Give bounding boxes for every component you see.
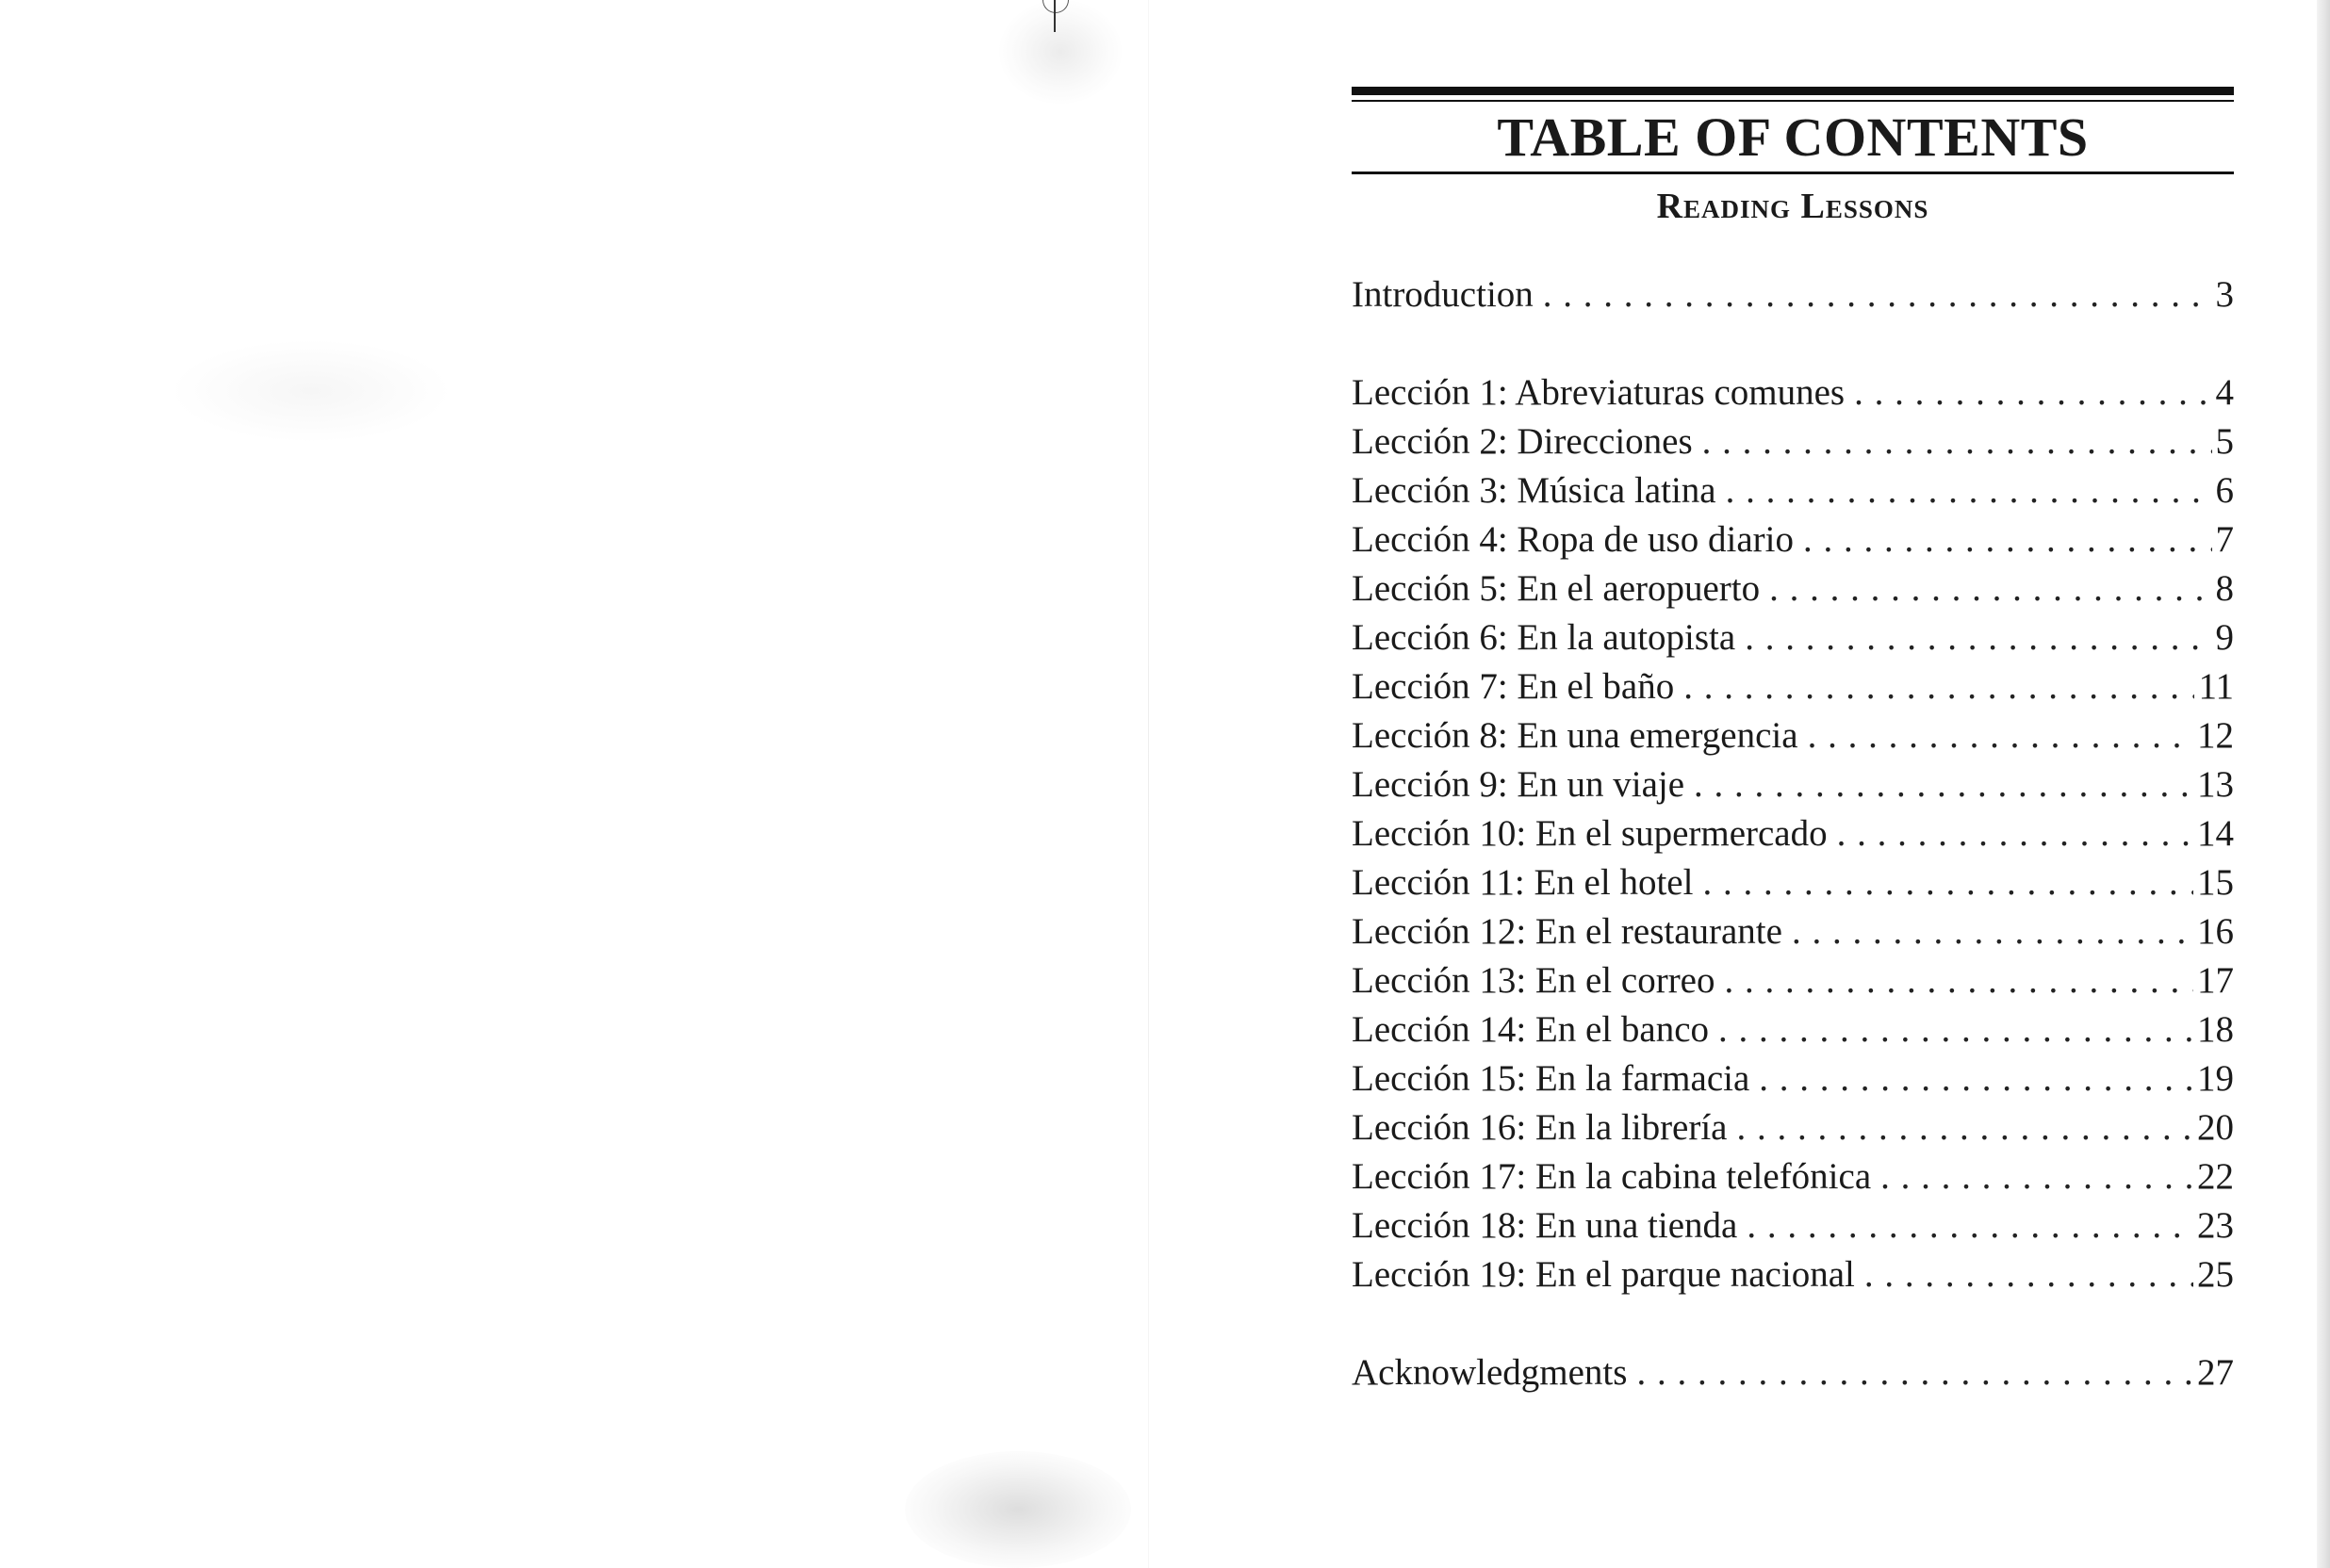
toc-entry-acknowledgments <box>1352 1348 2234 1397</box>
toc-entry-lesson <box>1352 613 2234 662</box>
toc-entry-lesson <box>1352 515 2234 564</box>
entry-label: Introduction <box>1352 274 1534 315</box>
dot-leader <box>1864 1250 2193 1299</box>
entry-page: 27 <box>2197 1352 2234 1393</box>
dot-leader <box>1737 1103 2194 1152</box>
toc-entry-lesson <box>1352 1103 2234 1152</box>
entry-page: 13 <box>2197 764 2234 805</box>
entry-page: 7 <box>2215 519 2234 560</box>
table-of-contents <box>1352 87 2234 1397</box>
dot-leader <box>1726 466 2212 515</box>
entry-label: Lección 14: En el banco <box>1352 1009 1710 1050</box>
toc-subtitle: Reading Lessons <box>1656 187 1929 226</box>
page-edge-shadow <box>2317 0 2330 1568</box>
dot-leader <box>1694 760 2193 809</box>
divider <box>1352 87 2234 95</box>
entry-page: 9 <box>2215 617 2234 658</box>
toc-entry-introduction <box>1352 270 2234 319</box>
entry-label: Lección 1: Abreviaturas comunes <box>1352 372 1846 413</box>
entry-label: Lección 10: En el supermercado <box>1352 813 1828 854</box>
entry-label: Lección 2: Direcciones <box>1352 421 1693 462</box>
dot-leader <box>1880 1152 2193 1201</box>
toc-entry-lesson <box>1352 662 2234 711</box>
dot-leader <box>1769 564 2211 613</box>
entry-label: Lección 7: En el baño <box>1352 666 1675 707</box>
entry-page: 18 <box>2197 1009 2234 1050</box>
dot-leader <box>1543 270 2212 319</box>
entry-page: 25 <box>2197 1254 2234 1295</box>
entry-label: Lección 19: En el parque nacional <box>1352 1254 1855 1295</box>
toc-entry-lesson <box>1352 1054 2234 1103</box>
toc-entry-lesson <box>1352 564 2234 613</box>
entry-page: 23 <box>2197 1205 2234 1246</box>
entry-page: 22 <box>2197 1156 2234 1197</box>
entry-page: 4 <box>2215 372 2234 413</box>
toc-entry-lesson <box>1352 956 2234 1005</box>
entry-label: Lección 12: En el restaurante <box>1352 911 1782 952</box>
entry-label: Lección 6: En la autopista <box>1352 617 1736 658</box>
dot-leader <box>1745 613 2211 662</box>
entry-page: 3 <box>2215 274 2234 315</box>
entry-label: Lección 15: En la farmacia <box>1352 1058 1750 1099</box>
toc-entry-lesson <box>1352 711 2234 760</box>
dot-leader <box>1747 1201 2193 1250</box>
entry-label: Lección 5: En el aeropuerto <box>1352 568 1761 609</box>
dot-leader <box>1759 1054 2193 1103</box>
entry-page: 11 <box>2198 666 2234 707</box>
toc-entry-lesson <box>1352 1005 2234 1054</box>
entry-label: Lección 11: En el hotel <box>1352 862 1694 903</box>
scan-smudge <box>170 339 452 443</box>
page-gutter <box>1148 0 1149 1568</box>
entry-label: Lección 9: En un viaje <box>1352 764 1685 805</box>
toc-entry-lesson <box>1352 1250 2234 1299</box>
entry-label: Lección 8: En una emergencia <box>1352 715 1798 756</box>
entry-label: Lección 17: En la cabina telefónica <box>1352 1156 1872 1197</box>
entry-label: Lección 18: En una tienda <box>1352 1205 1738 1246</box>
toc-entry-lesson <box>1352 858 2234 907</box>
entry-page: 14 <box>2197 813 2234 854</box>
toc-entry-lesson <box>1352 368 2234 417</box>
dot-leader <box>1854 368 2211 417</box>
entry-label: Lección 16: En la librería <box>1352 1107 1728 1148</box>
toc-entry-lesson <box>1352 466 2234 515</box>
toc-entry-lesson <box>1352 809 2234 858</box>
dot-leader <box>1636 1348 2193 1397</box>
entry-page: 19 <box>2197 1058 2234 1099</box>
scan-smudge <box>905 1451 1131 1568</box>
entry-label: Lección 3: Música latina <box>1352 470 1716 511</box>
divider <box>1352 100 2234 102</box>
dot-leader <box>1837 809 2193 858</box>
entry-page: 8 <box>2215 568 2234 609</box>
entry-page: 15 <box>2197 862 2234 903</box>
divider <box>1352 172 2234 174</box>
dot-leader <box>1808 711 2193 760</box>
toc-entry-lesson <box>1352 1201 2234 1250</box>
dot-leader <box>1792 907 2193 956</box>
toc-entry-lesson <box>1352 417 2234 466</box>
dot-leader <box>1702 858 2193 907</box>
entry-page: 20 <box>2197 1107 2234 1148</box>
entry-page: 17 <box>2197 960 2234 1001</box>
toc-entry-lesson <box>1352 907 2234 956</box>
entry-page: 6 <box>2215 470 2234 511</box>
toc-entry-lesson <box>1352 1152 2234 1201</box>
entry-page: 5 <box>2215 421 2234 462</box>
dot-leader <box>1702 417 2212 466</box>
entry-label: Acknowledgments <box>1352 1352 1628 1393</box>
entry-label: Lección 13: En el correo <box>1352 960 1715 1001</box>
dot-leader <box>1683 662 2194 711</box>
left-blank-page <box>0 0 1150 1568</box>
dot-leader <box>1803 515 2212 564</box>
entry-label: Lección 4: Ropa de uso diario <box>1352 519 1794 560</box>
toc-entries <box>1352 270 2234 1397</box>
entry-page: 12 <box>2197 715 2234 756</box>
dot-leader <box>1725 956 2194 1005</box>
toc-entry-lesson <box>1352 760 2234 809</box>
dot-leader <box>1718 1005 2193 1054</box>
toc-title: TABLE OF CONTENTS <box>1497 106 2089 168</box>
registration-mark-icon <box>1041 0 1069 32</box>
entry-page: 16 <box>2197 911 2234 952</box>
